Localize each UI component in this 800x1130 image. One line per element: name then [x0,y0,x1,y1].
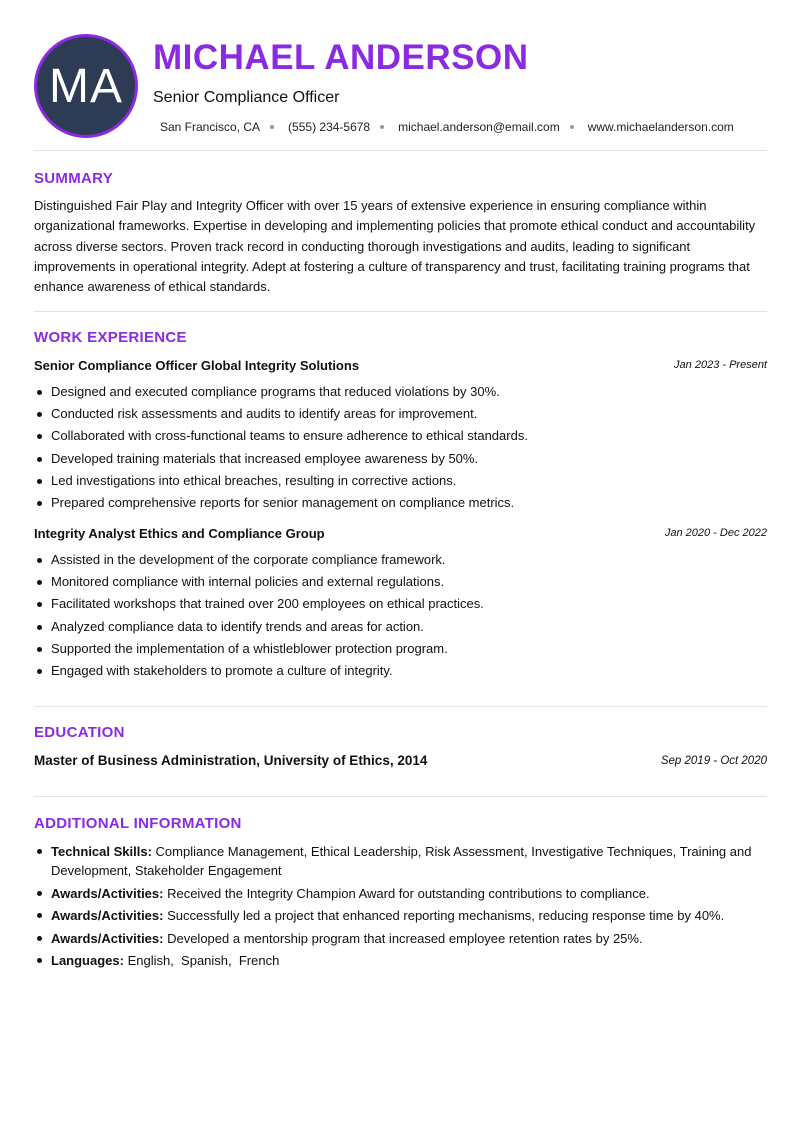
list-item: Assisted in the development of the corporate compliance framework. [34,549,764,571]
job-dates: Jan 2023 - Present [674,359,767,371]
summary-text: Distinguished Fair Play and Integrity Officer with over 15 years of extensive experience in ensuring compliance within organizational frameworks. Expertise in developing and implementing policies that promote ethical conduct and accountability across diverse sectors. Proven track record in conducting thorough investigations and audits, leading to significant improvements in operational integrity. Adept at fostering a culture of transparency and trust, facilitating training programs that enhance awareness of ethical standards. [34,198,756,295]
education-degree: Master of Business Administration, University of Ethics, 2014 [34,753,428,768]
candidate-name: MICHAEL ANDERSON [153,38,529,77]
section-title-education: EDUCATION [34,724,125,741]
separator-dot-icon [270,125,274,129]
info-label: Languages: [51,953,124,968]
avatar-initials: MA [49,59,123,113]
job-bullets [34,549,764,682]
info-label: Awards/Activities: [51,908,164,923]
contact-email[interactable]: michael.anderson@email.com [398,120,560,134]
list-item: Led investigations into ethical breaches, resulting in corrective actions. [34,470,764,492]
list-item: Supported the implementation of a whistleblower protection program. [34,638,764,660]
info-label: Technical Skills: [51,844,152,859]
job-role: Senior Compliance Officer Global Integrity Solutions [34,358,360,373]
avatar [34,34,138,138]
list-item: Analyzed compliance data to identify trends and areas for action. [34,616,764,638]
contact-phone: (555) 234-5678 [288,120,371,134]
divider [34,150,767,151]
info-item-award [34,929,767,948]
info-label: Awards/Activities: [51,885,164,901]
list-item: Designed and executed compliance programs that reduced violations by 30%. [34,381,764,403]
info-label: Awards/Activities: [51,930,164,946]
separator-dot-icon [570,125,574,129]
list-item: Collaborated with cross-functional teams to ensure adherence to ethical standards. [34,425,764,447]
list-item: Engaged with stakeholders to promote a culture of integrity. [34,660,764,682]
list-item: Developed training materials that increased employee awareness by 50%. [34,448,764,470]
info-text: Compliance Management, Ethical Leadership, Risk Assessment, Investigative Techniques, Training and Development, Stakeholder Engagement [51,844,752,878]
job-title: Senior Compliance Officer [153,89,340,106]
section-title-work-experience: WORK EXPERIENCE [34,329,187,346]
contact-location: San Francisco, CA [160,120,261,134]
job-bullets [34,381,764,514]
list-item: Facilitated workshops that trained over 200 employees on ethical practices. [34,593,764,615]
job-role: Integrity Analyst Ethics and Compliance Group [34,526,325,541]
separator-dot-icon [380,125,384,129]
job-header [34,358,767,376]
info-item-technical-skills [34,842,767,880]
job-dates: Jan 2020 - Dec 2022 [664,527,767,539]
list-item: Monitored compliance with internal policies and external regulations. [34,571,764,593]
divider [34,311,767,312]
info-text: Developed a mentorship program that increased employee retention rates by 25%. [163,930,643,946]
contact-website[interactable]: www.michaelanderson.com [587,120,734,134]
section-title-summary: SUMMARY [34,170,114,187]
info-item-award [34,906,767,925]
additional-info-list [34,842,767,974]
contact-bar [160,120,734,134]
job-header [34,526,767,544]
divider [34,796,767,797]
info-item-languages [34,951,767,970]
education-dates: Sep 2019 - Oct 2020 [660,755,767,767]
list-item: Conducted risk assessments and audits to identify areas for improvement. [34,403,764,425]
list-item: Prepared comprehensive reports for senior management on compliance metrics. [34,492,764,514]
divider [34,706,767,707]
info-text: English, Spanish, French [123,953,280,968]
section-title-additional-information: ADDITIONAL INFORMATION [34,815,242,832]
info-item-award [34,884,767,903]
info-text: Successfully led a project that enhanced reporting mechanisms, reducing response time by 40%. [163,908,725,923]
education-entry [34,753,767,773]
info-text: Received the Integrity Champion Award for outstanding contributions to compliance. [163,885,650,901]
